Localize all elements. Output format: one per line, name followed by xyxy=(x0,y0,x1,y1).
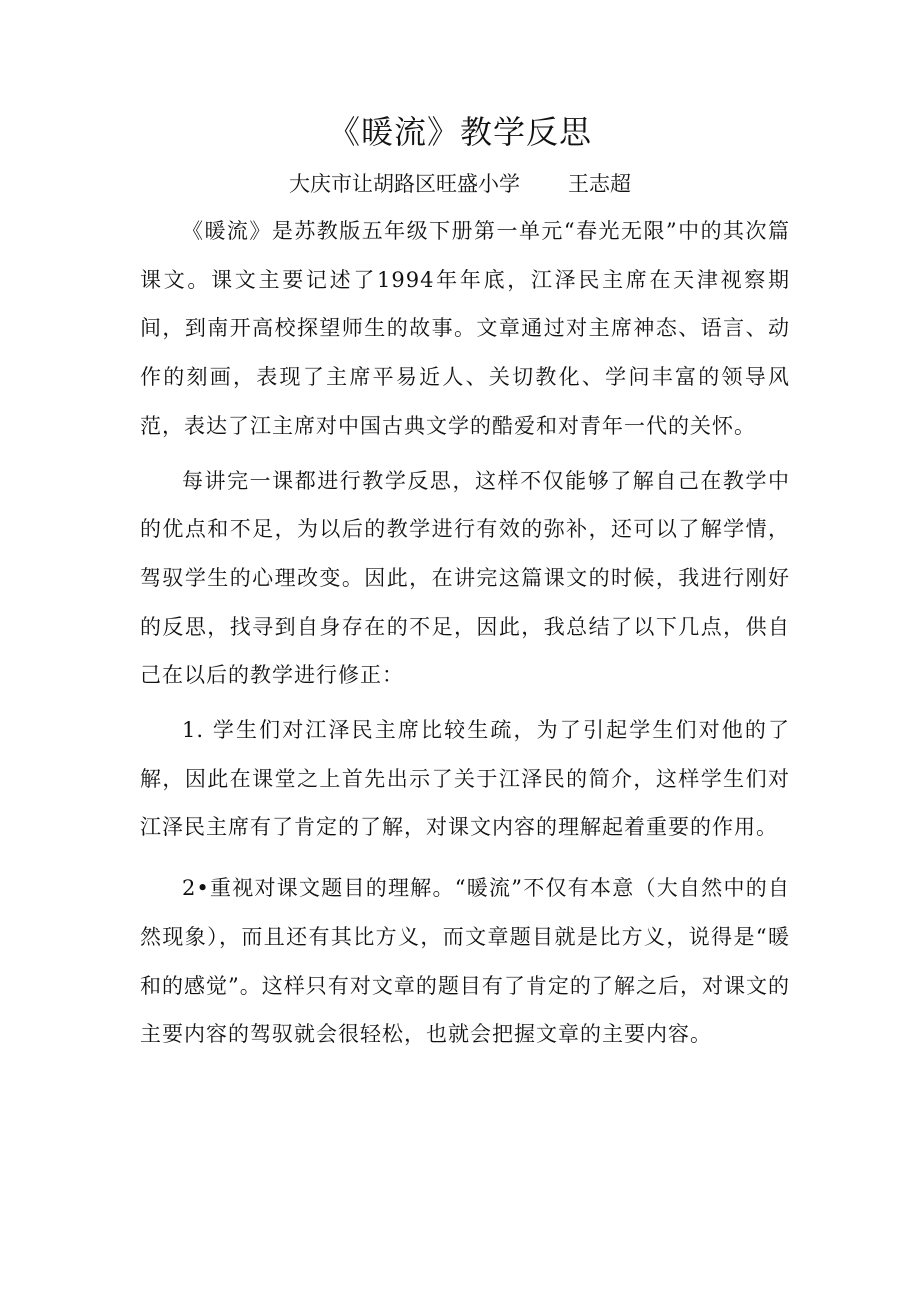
byline xyxy=(0,168,920,200)
paragraph-point-1: 1. 学生们对江泽民主席比较生疏，为了引起学生们对他的了解，因此在课堂之上首先出示了关于江泽民的简介，这样学生们对江泽民主席有了肯定的了解，对课文内容的理解起着重要的作用。 xyxy=(140,718,790,840)
author-name: 王志超 xyxy=(568,172,631,196)
document-title: 《暖流》教学反思 xyxy=(327,113,592,151)
document-body xyxy=(140,207,790,1059)
paragraph-intro: 《暖流》是苏教版五年级下册第一单元“春光无限”中的其次篇课文。课文主要记述了1994年年底，江泽民主席在天津视察期间，到南开高校探望师生的故事。文章通过对主席神态、语言、动作的刻画，表现了主席平易近人、关切教化、学问丰富的领导风范，表达了江主席对中国古典文学的酷爱和对青年一代的关怀。 xyxy=(140,219,790,438)
paragraph-reflection: 每讲完一课都进行教学反思，这样不仅能够了解自己在教学中的优点和不足，为以后的教学进行有效的弥补，还可以了解学情，驾驭学生的心理改变。因此，在讲完这篇课文的时候，我进行刚好的反思，找寻到自身存在的不足，因此，我总结了以下几点，供自己在以后的教学进行修正： xyxy=(140,468,790,688)
paragraph-point-2: 2•重视对课文题目的理解。“暖流”不仅有本意（大自然中的自然现象），而且还有其比方义，而文章题目就是比方义，说得是“暖和的感觉”。这样只有对文章的题目有了肯定的了解之后，对课文的主要内容的驾驭就会很轻松，也就会把握文章的主要内容。 xyxy=(140,876,790,1047)
school-name: 大庆市让胡路区旺盛小学 xyxy=(289,172,520,196)
